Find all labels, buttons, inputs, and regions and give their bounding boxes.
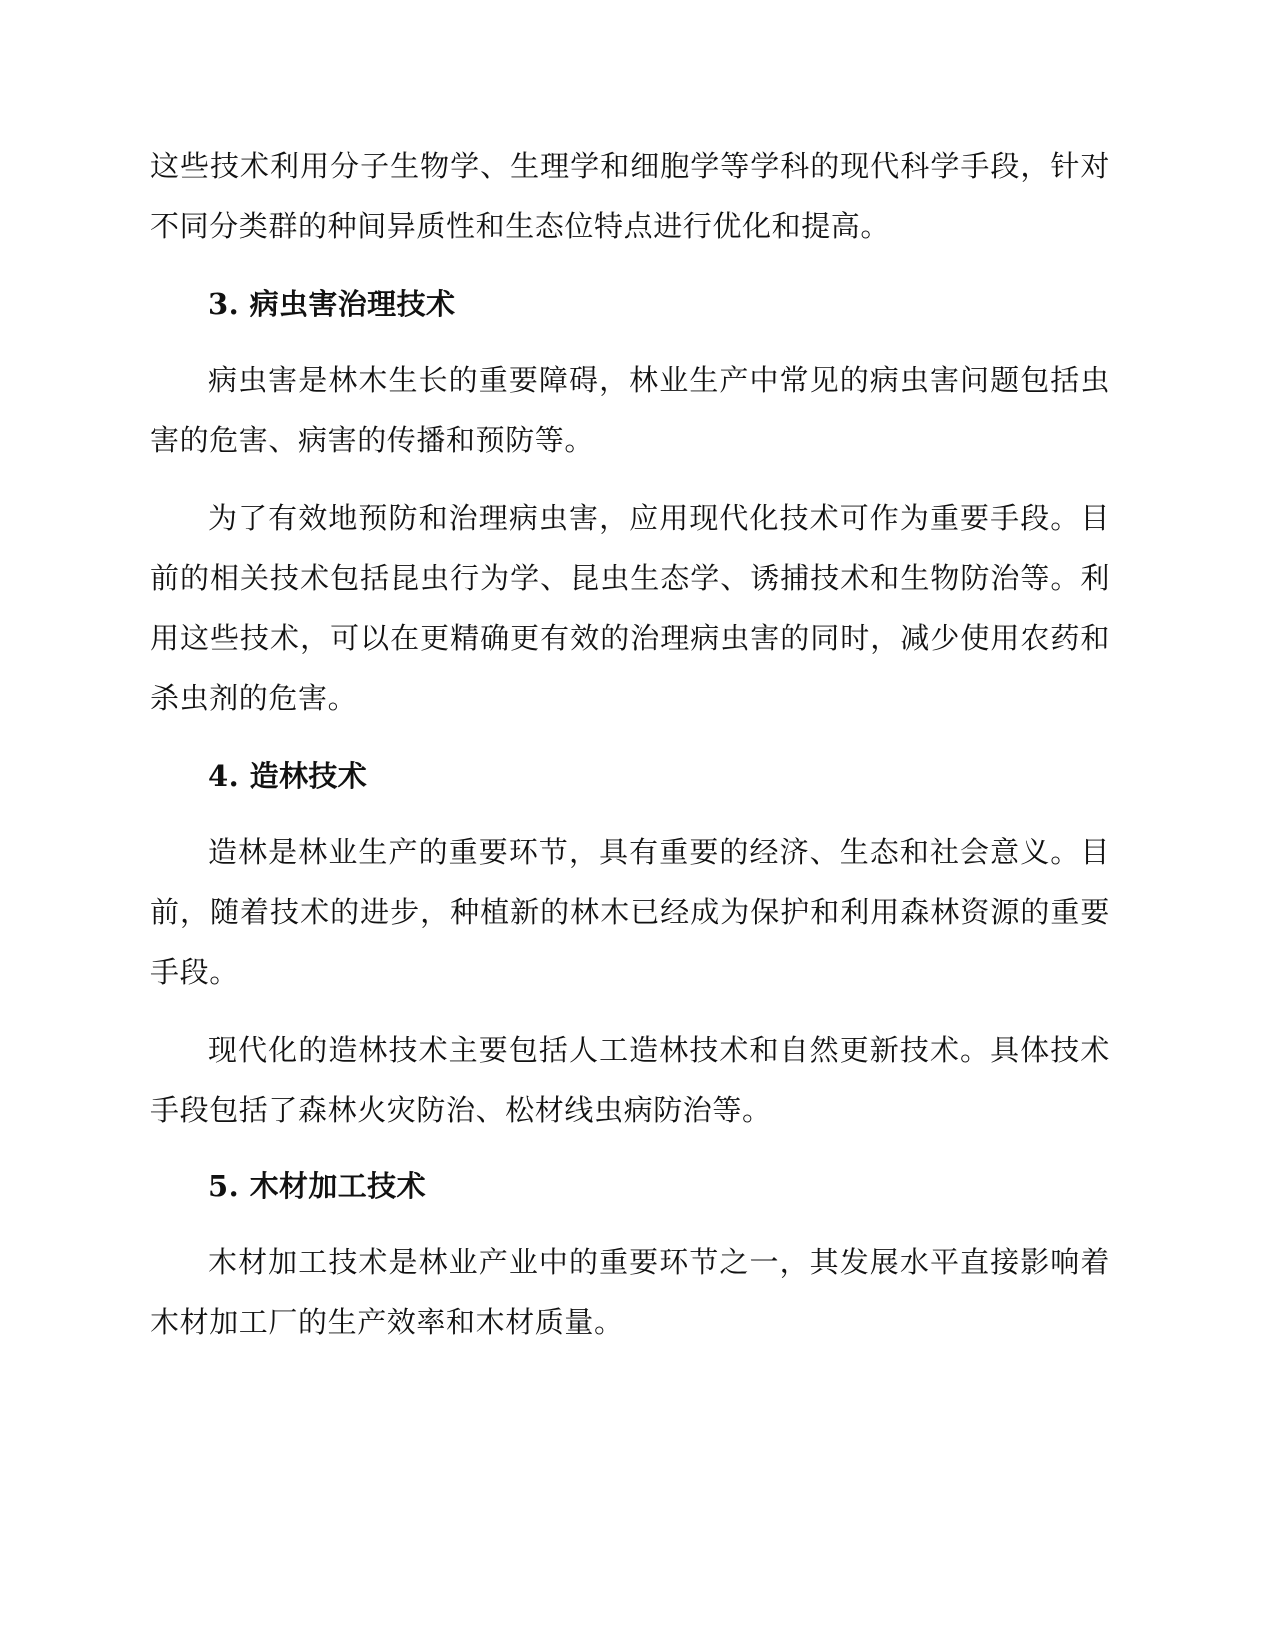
paragraph-text: 为了有效地预防和治理病虫害，应用现代化技术可作为重要手段。目前的相关技术包括昆虫行为学、昆虫生态学、诱捕技术和生物防治等。利用这些技术，可以在更精确更有效的治理病虫害的同时，减少使用农药和杀虫剂的危害。: [150, 501, 1110, 715]
heading-text: 5. 木材加工技术: [208, 1169, 426, 1203]
heading-text: 3. 病虫害治理技术: [208, 287, 456, 321]
paragraph-afforestation-intro: [150, 822, 1110, 1002]
section-heading-wood-processing: [150, 1156, 1110, 1216]
heading-text: 4. 造林技术: [208, 759, 368, 793]
paragraph-text: 病虫害是林木生长的重要障碍，林业生产中常见的病虫害问题包括虫害的危害、病害的传播和预防等。: [150, 363, 1110, 457]
section-heading-pest-control: [150, 274, 1110, 334]
paragraph-text: 现代化的造林技术主要包括人工造林技术和自然更新技术。具体技术手段包括了森林火灾防治、松材线虫病防治等。: [150, 1033, 1110, 1127]
paragraph-afforestation-technology: [150, 1020, 1110, 1140]
section-heading-afforestation: [150, 746, 1110, 806]
paragraph-pest-intro: [150, 350, 1110, 470]
paragraph-pest-technology: [150, 488, 1110, 728]
paragraph-text: 这些技术利用分子生物学、生理学和细胞学等学科的现代科学手段，针对不同分类群的种间异质性和生态位特点进行优化和提高。: [150, 149, 1110, 243]
paragraph-text: 木材加工技术是林业产业中的重要环节之一，其发展水平直接影响着木材加工厂的生产效率和木材质量。: [150, 1245, 1110, 1339]
paragraph-text: 造林是林业生产的重要环节，具有重要的经济、生态和社会意义。目前，随着技术的进步，种植新的林木已经成为保护和利用森林资源的重要手段。: [150, 835, 1110, 989]
paragraph-wood-processing: [150, 1232, 1110, 1352]
paragraph-intro-continued: [150, 136, 1110, 256]
